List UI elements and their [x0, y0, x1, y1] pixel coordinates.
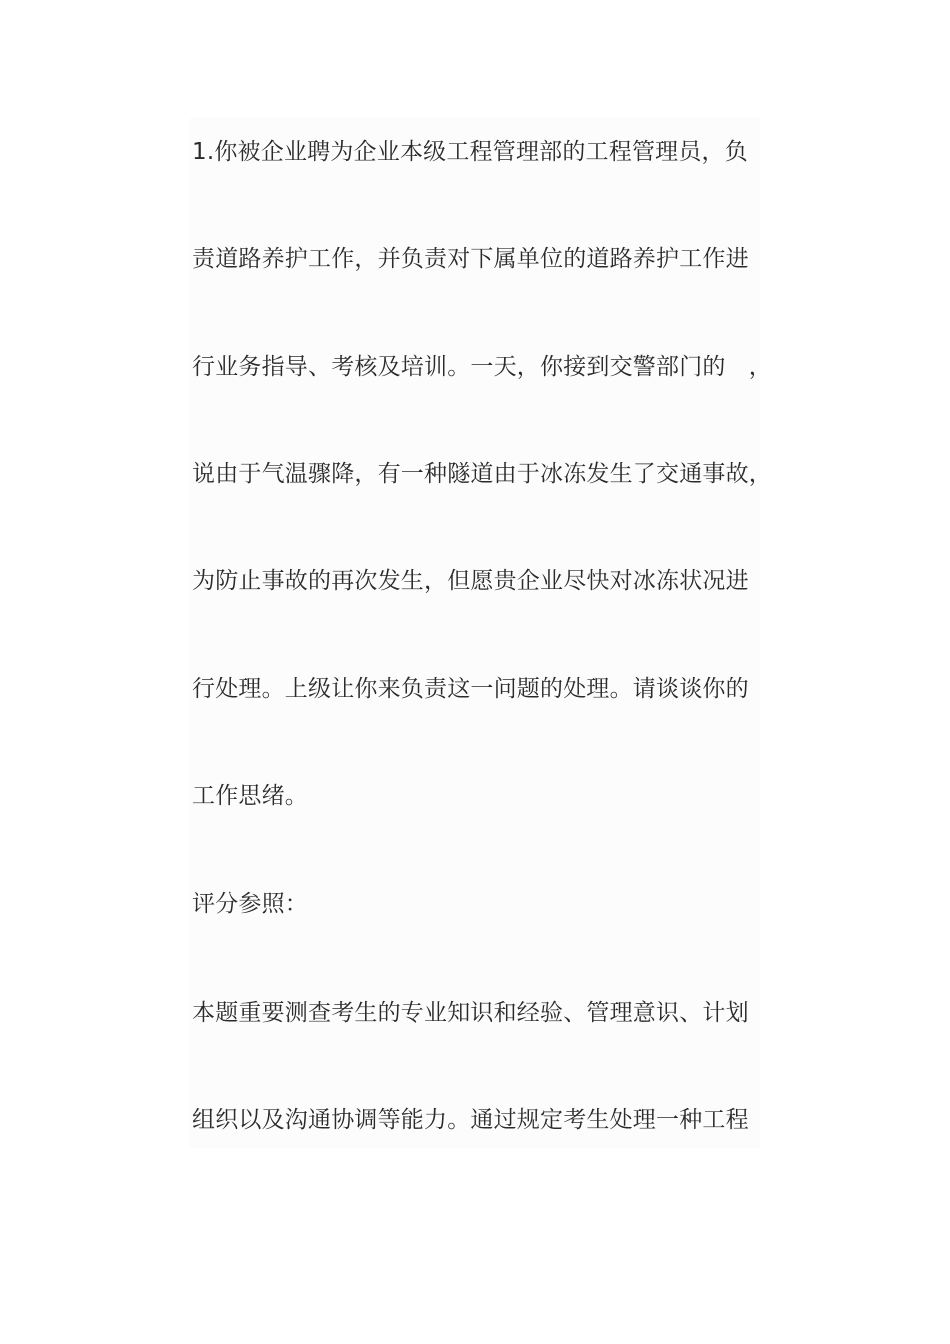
paragraph-line: 责道路养护工作，并负责对下属单位的道路养护工作进 — [192, 246, 749, 272]
paragraph-line: 行处理。上级让你来负责这一问题的处理。请谈谈你的 — [192, 676, 749, 702]
paragraph-line: 说由于气温骤降，有一种隧道由于冰冻发生了交通事故， — [192, 461, 772, 487]
paragraph-line: 为防止事故的再次发生，但愿贵企业尽快对冰冻状况进 — [192, 568, 749, 594]
paragraph-line: 组织以及沟通协调等能力。通过规定考生处理一种工程 — [192, 1107, 749, 1133]
document-body — [190, 118, 772, 1148]
section-heading: 评分参照： — [192, 891, 308, 917]
paragraph-line: 行业务指导、考核及培训。一天，你接到交警部门的 ， — [192, 354, 772, 380]
paragraph-line: 1.你被企业聘为企业本级工程管理部的工程管理员，负 — [192, 139, 748, 165]
paragraph-line: 工作思绪。 — [192, 783, 308, 809]
paragraph-line: 本题重要测查考生的专业知识和经验、管理意识、计划 — [192, 1000, 749, 1026]
